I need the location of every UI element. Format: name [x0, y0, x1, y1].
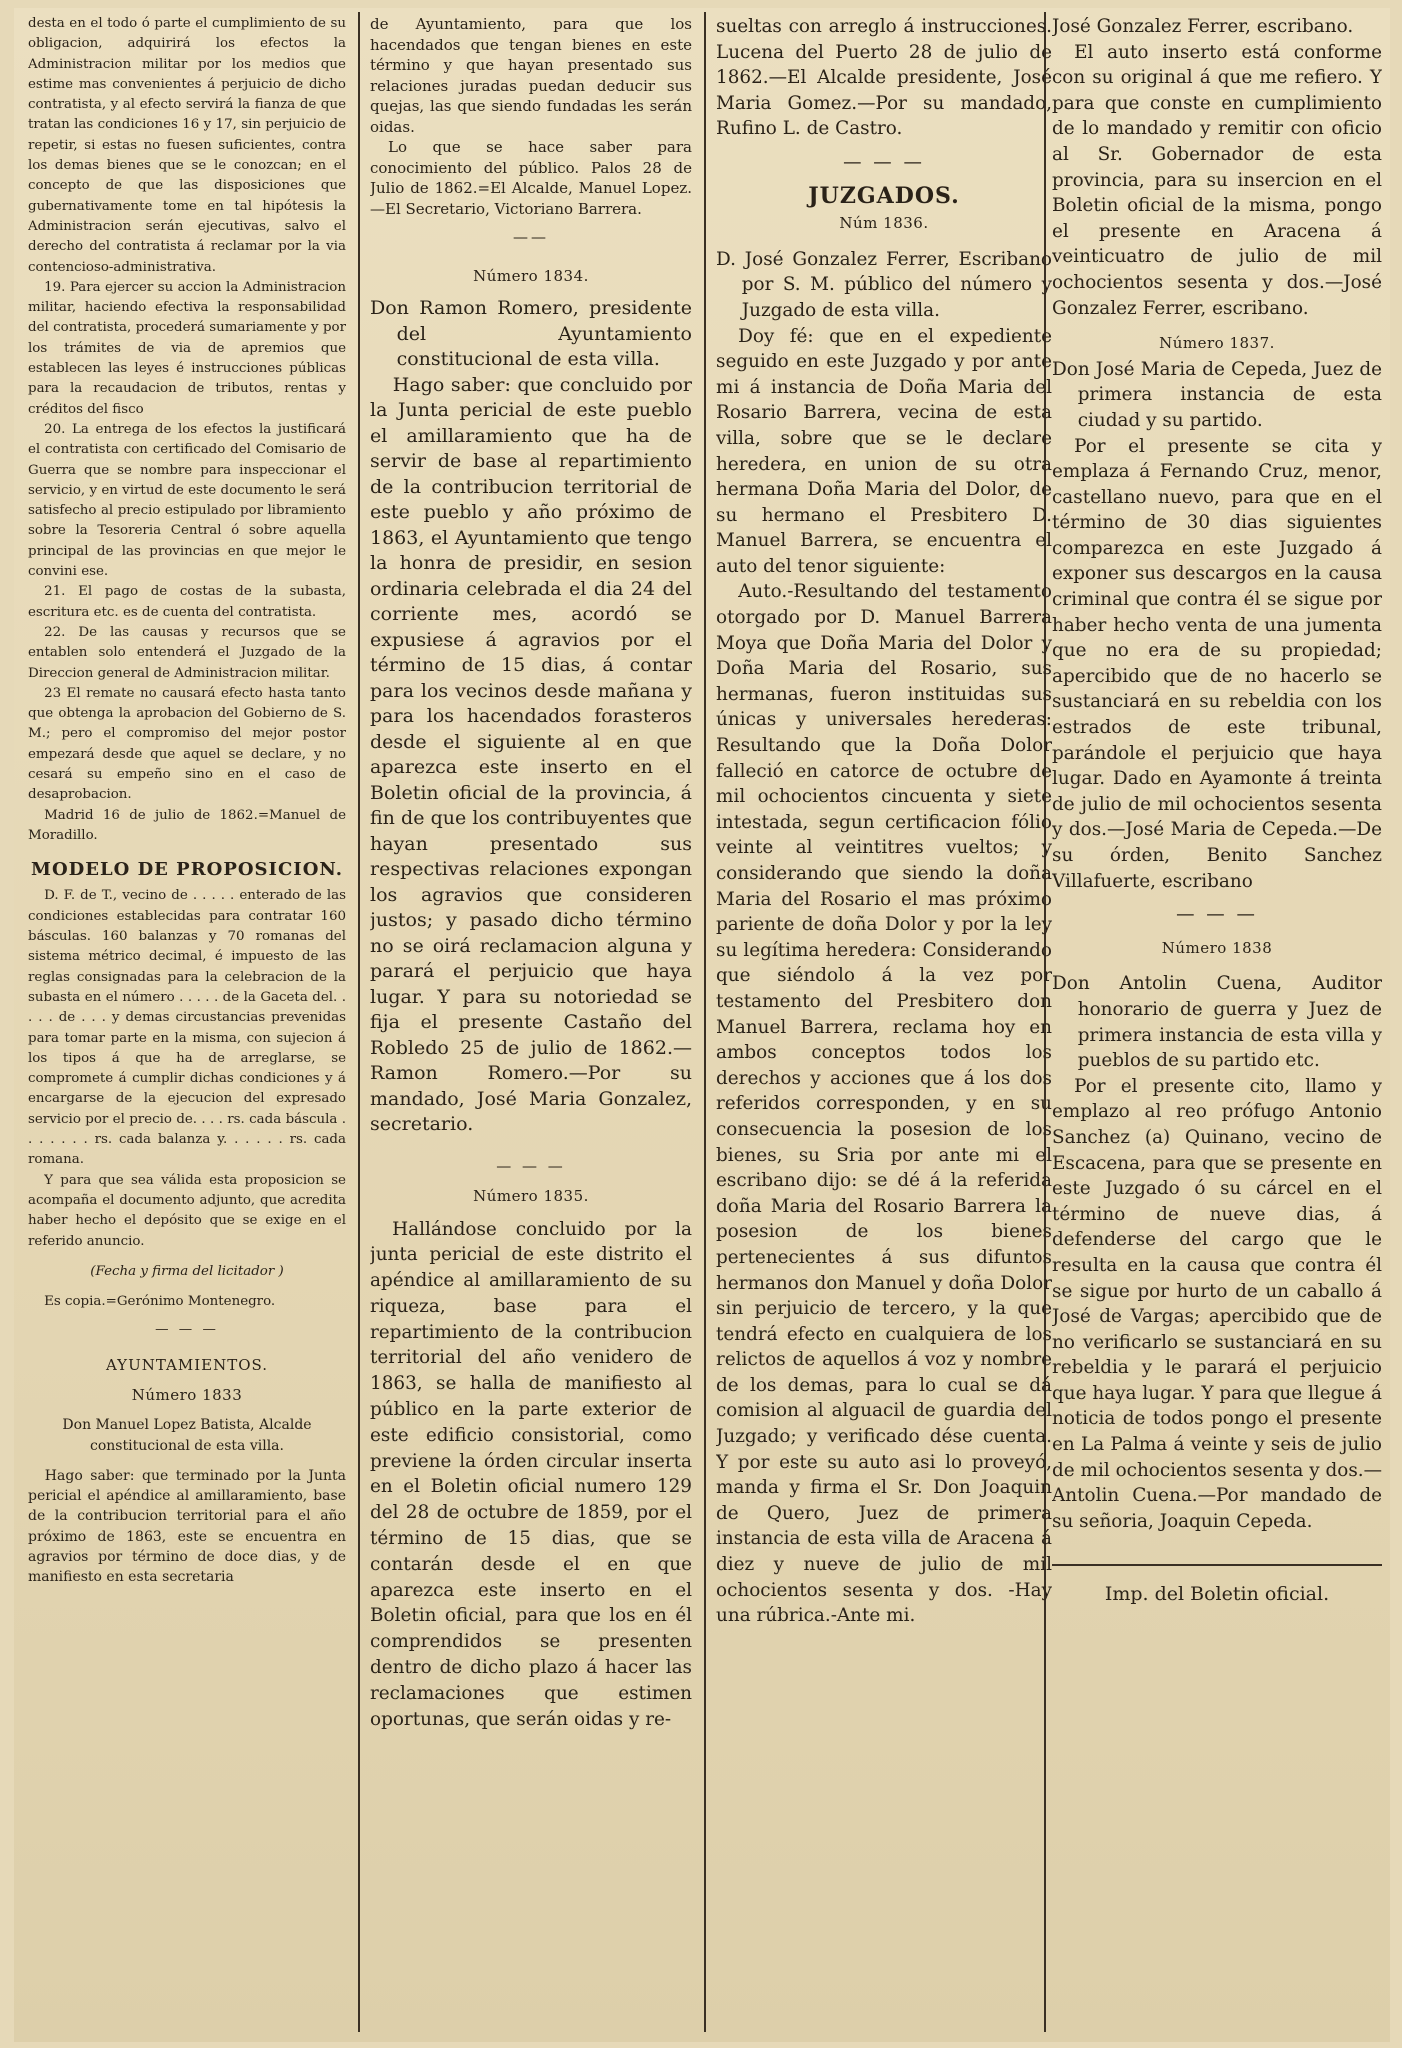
separator: — — —: [843, 151, 925, 173]
notice-heading: Don Ramon Romero, presidente del Ayuntamiento constitucional de esta villa.: [370, 297, 692, 370]
clause-21: 21. El pago de costas de la subasta, escritura etc. es de cuenta del contratista.: [28, 584, 346, 620]
date-signature: Madrid 16 de julio de 1862.=Manuel de Moradillo.: [28, 807, 346, 843]
notice-heading: Don Antolin Cuena, Auditor honorario de guerra y Juez de primera instancia de esta villa y pueblos de su partido etc.: [1052, 973, 1382, 1072]
notice-body: Hago saber: que concluido por la Junta pericial de este pueblo el amillaramiento que ha de servir de base al repartimiento de la contribucion territorial de este pueblo y año próximo de 1863, el Ayuntamiento que tengo la honra de presidir, en sesion ordinaria celebrada el dia 24 del corriente mes, acordó se expusiese á agravios por el término de 15 dias, á contar para los vecinos desde mañana y para los hacendados forasteros desde el siguiente al en que aparezca este inserto en el Boletin oficial de la provincia, á fin de que los contribuyentes que hayan presentado sus respectivas relaciones expongan los agravios que consideren justos; y pasado dicho término no se oirá reclamacion alguna y parará el perjuicio que haya lugar. Y para su notoriedad se fija el presente Castaño del Robledo 25 de julio de 1862.—Ramon Romero.—Por su mandado, José Maria Gonzalez, secretario.: [370, 373, 692, 1135]
column-rule: [704, 12, 706, 2032]
paragraph: José Gonzalez Ferrer, escribano.: [1052, 16, 1354, 37]
paragraph: desta en el todo ó parte el cumplimiento de su obligacion, adquirirá los efectos la Administracion militar por los medios que estime mas convenientes á perjuicio de dicho contratista, y al efecto servirá la fianza de que tratan las condiciones 16 y 17, sin perjuicio de repetir, si estas no fuesen suficientes, contra los demas bienes que se le conozcan; en el concepto de que las disposiciones que gubernativamente tome en tal hipótesis la Administracion serán ejecutivas, salvo el derecho del contratista á reclamar por la via contencioso-administrativa.: [28, 16, 346, 275]
number-label: Número 1834.: [473, 266, 589, 285]
paragraph: de Ayuntamiento, para que los hacendados que tengan bienes en este término y que hayan presentado sus relaciones juradas puedan deducir sus quejas, las que siendo fundadas les serán oidas.: [370, 15, 692, 136]
notice-body: Auto.-Resultando del testamento otorgado por D. Manuel Barrera Moya que Doña Maria del Dolor y Doña Maria del Rosario, sus hermanas, fueron instituidas sus únicas y universales herederas: Resultando que la Doña Dolor falleció en catorce de octubre de mil ochocientos cincuenta y siete intestada, segun certificacion fólio veinte al veintitres vueltos; y considerando que siendo la doña Maria del Rosario el mas próximo pariente de doña Dolor y por la ley su legítima heredera: Considerando que siéndolo á la vez por testamento del Presbitero don Manuel Barrera, reclama hoy en ambos conceptos todos los derechos y acciones que á los dos referidos corresponden, y en su consecuencia la posesion de los bienes, su Sria por ante mi el escribano dijo: se dé á la referida doña Maria del Rosario Barrera la posesion de los bienes pertenecientes á sus difuntos hermanos don Manuel y doña Dolor sin perjuicio de tercero, y la que tendrá efecto en cualquiera de los relictos de aquellos á voz y nombre de los demas, para lo cual se dá comision al alguacil de guardia del Juzgado; y verificado dése cuenta. Y por este su auto asi lo proveyó, manda y firma el Sr. Don Joaquin de Quero, Juez de primera instancia de esta villa de Aracena á diez y nueve de julio de mil ochocientos sesenta y dos. -Hay una rúbrica.-Ante mi.: [716, 581, 1052, 1627]
number-label: Número 1837.: [1159, 334, 1275, 353]
separator: ——: [513, 228, 549, 246]
column-2: [370, 14, 692, 2029]
number-label: Número 1833: [131, 1386, 243, 1404]
notice-heading: Don Manuel Lopez Batista, Alcalde constitucional de esta villa.: [62, 1417, 312, 1454]
paragraph: sueltas con arreglo á instrucciones. Lucena del Puerto 28 de julio de 1862.—El Alcalde presidente, José Maria Gomez.—Por su mandado, Rufino L. de Castro.: [716, 16, 1052, 140]
clause-23: 23 El remate no causará efecto hasta tanto que obtenga la aprobacion del Gobierno de S. M.; pero el compromiso del mejor postor empezará desde que aquel se declare, y no cesará su empeño sino en el caso de desaprobacion.: [28, 685, 346, 803]
column-4: [1052, 14, 1382, 2029]
notice-heading: D. José Gonzalez Ferrer, Escribano por S. M. público del número y Juzgado de esta villa.: [716, 248, 1052, 321]
modelo-heading: MODELO DE PROPOSICION.: [31, 859, 343, 881]
paragraph: Lo que se hace saber para conocimiento del público. Palos 28 de Julio de 1862.=El Alcalde, Manuel Lopez.—El Secretario, Victoriano Barrera.: [370, 138, 692, 218]
separator: — — —: [496, 1156, 566, 1175]
modelo-paragraph: Y para que sea válida esta proposicion se acompaña el documento adjunto, que acredita haber hecho el depósito que se exige en el referido anuncio.: [28, 1172, 346, 1249]
newspaper-page: [14, 8, 1390, 2042]
separator: — — —: [155, 1322, 219, 1338]
modelo-signature: (Fecha y firma del licitador ): [90, 1263, 284, 1279]
notice-body: Por el presente se cita y emplaza á Fernando Cruz, menor, castellano nuevo, para que en el término de 30 dias siguientes comparezca en este Juzgado á exponer sus descargos en la causa criminal que contra él se sigue por haber hecho venta de una jumenta que no era de su propiedad; apercibido que de no hacerlo se sustanciará en su rebeldia con los estrados de este tribunal, parándole el perjuicio que haya lugar. Dado en Ayamonte á treinta de julio de mil ochocientos sesenta y dos.—José Maria de Cepeda.—De su órden, Benito Sanchez Villafuerte, escribano: [1052, 435, 1382, 892]
column-3: [716, 14, 1052, 2029]
clause-20: 20. La entrega de los efectos la justificará el contratista con certificado del Comisario de Guerra que se nombre para inspeccionar el servicio, y en virtud de este documento le será satisfecho al precio estipulado por libramiento sobre la Tesoreria Central ó sobre aquella principal de las provincias en que mejor le convini ese.: [28, 421, 346, 580]
paragraph: El auto inserto está conforme con su original á que me refiero. Y para que conste en cumplimiento de lo mandado y remitir con oficio al Sr. Gobernador de esta provincia, para su insercion en el Boletin oficial de la misma, pongo el presente en Aracena á veinticuatro de julio de mil ochocientos sesenta y dos.—José Gonzalez Ferrer, escribano.: [1052, 41, 1382, 319]
column-rule: [358, 12, 360, 2032]
clause-22: 22. De las causas y recursos que se entablen solo entenderá el Juzgado de la Direccion general de Administracion militar.: [28, 624, 346, 681]
notice-body: Por el presente cito, llamo y emplazo al reo prófugo Antonio Sanchez (a) Quinano, vecino de Escacena, para que se presente en este Juzgado ó su cárcel en el término de nueve dias, á defenderse del cargo que le resulta en la causa que contra él se sigue por hurto de un caballo á José de Vargas; apercibido que de no verificarlo se sustanciará en su rebeldia y le parará el perjuicio que haya lugar. Y para que llegue á noticia de todos pongo el presente en La Palma á veinte y seis de julio de mil ochocientos sesenta y dos.—Antolin Cuena.—Por mandado de su señoria, Joaquin Cepeda.: [1052, 1075, 1382, 1532]
copy-signature: Es copia.=Gerónimo Montenegro.: [44, 1294, 276, 1310]
separator: — — —: [1176, 904, 1258, 926]
number-label: Número 1838: [1161, 938, 1273, 957]
notice-body: Hago saber: que terminado por la Junta pericial el apéndice al amillaramiento, base de la contribucion territorial para el año próximo de 1863, este se encuentra en agravios por término de doce dias, y de manifiesto en esta secretaria: [28, 1467, 346, 1586]
modelo-paragraph: D. F. de T., vecino de . . . . . enterado de las condiciones establecidas para contratar 160 básculas. 160 balanzas y 70 romanas del sistema métrico decimal, é impuesto de las reglas consignadas para la celebracion de la subasta en el número . . . . . de la Gaceta del. . . . . de . . . y demas circustancias prevenidas para tomar parte en la misma, con sujecion á los tipos á que ha de arreglarse, se compromete á cumplir dichas condiciones y á encargarse de la ejecucion del expresado servicio por el precio de. . . . rs. cada báscula . . . . . . . rs. cada balanza y. . . . . . rs. cada romana.: [28, 888, 346, 1168]
clause-19: 19. Para ejercer su accion la Administracion militar, haciendo efectiva la responsabilidad del contratista, procederá sumariamente y por los trámites de via de apremios que establecen las leyes é instrucciones públicas para la recaudacion de tributos, rentas y créditos del fisco: [28, 279, 346, 417]
notice-heading: Don José Maria de Cepeda, Juez de primera instancia de esta ciudad y su partido.: [1052, 358, 1382, 431]
number-label: Núm 1836.: [839, 214, 929, 233]
number-label: Número 1835.: [473, 1187, 589, 1205]
notice-body: Hallándose concluido por la junta pericial de este distrito el apéndice al amillaramiento de su riqueza, base para el repartimiento de la contribucion territorial del año venidero de 1863, se halla de manifiesto al público en la parte exterior de este edificio consistorial, como previene la órden circular inserta en el Boletin oficial numero 129 del 28 de octubre de 1859, por el término de 15 dias, que se contarán desde el en que aparezca este inserto en el Boletin oficial, para que los en él comprendidos se presenten dentro de dicho plazo á hacer las reclamaciones que estimen oportunas, que serán oidas y re-: [370, 1218, 692, 1730]
juzgados-heading: JUZGADOS.: [808, 182, 960, 209]
printer-footer: Imp. del Boletin oficial.: [1052, 1564, 1382, 1608]
column-1: [28, 14, 346, 2029]
ayuntamientos-heading: AYUNTAMIENTOS.: [105, 1355, 269, 1374]
notice-body: Doy fé: que en el expediente seguido en este Juzgado y por ante mi á instancia de Doña Maria del Rosario Barrera, vecina de esta villa, sobre que se le declare heredera, en union de su otra hermana Doña Maria del Dolor, de su hermano el Presbitero D. Manuel Barrera, se encuentra el auto del tenor siguiente:: [716, 325, 1052, 577]
